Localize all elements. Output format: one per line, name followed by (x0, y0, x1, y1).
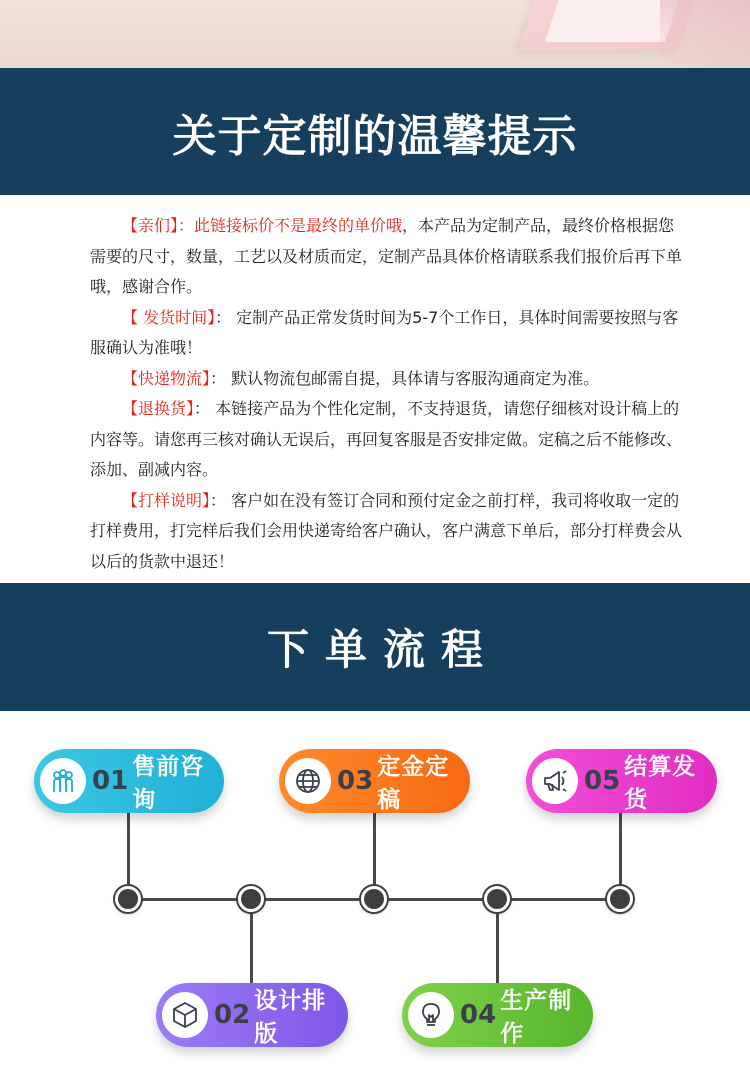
tip-label: 【快递物流】 (122, 368, 211, 388)
megaphone-icon (532, 758, 578, 804)
tip-label: 【 发货时间】 (122, 307, 216, 327)
tips-banner (0, 68, 750, 195)
tip-paragraph-dear (90, 211, 682, 303)
cube-icon (162, 992, 208, 1038)
product-photo-strip (0, 0, 750, 68)
step-label: 设计排版 (254, 988, 327, 1047)
tip-paragraph-returns (90, 394, 682, 486)
step-label: 生产制作 (500, 988, 573, 1047)
timeline-dot (115, 886, 141, 912)
step-01-presale-consult (34, 749, 224, 813)
lightbulb-icon (408, 992, 454, 1038)
step-02-design-layout (156, 983, 348, 1047)
step-05-settle-ship (526, 749, 717, 813)
tip-paragraph-sampling (90, 486, 682, 578)
order-process-timeline (0, 711, 750, 1069)
people-icon (40, 758, 86, 804)
step-label: 售前咨询 (132, 754, 205, 813)
tip-paragraph-logistics (90, 364, 682, 395)
step-03-deposit-finalize (279, 749, 470, 813)
step-number: 04 (460, 1000, 497, 1030)
tip-text: ： 本链接产品为个性化定制，不支持退货，请您仔细核对设计稿上的内容等。请您再三核对确认无误后，再回复客服是否安排定做。定稿之后不能修改、添加、副减内容。 (90, 399, 683, 479)
step-label: 结算发货 (624, 754, 697, 813)
timeline-dot (484, 886, 510, 912)
gift-box-shade (660, 0, 750, 68)
step-number: 02 (214, 1000, 251, 1030)
tips-banner-title: 关于定制的温馨提示 (172, 110, 578, 162)
tip-label-emphasis: 此链接标价不是最终的单价哦 (194, 216, 403, 235)
timeline-dot (238, 886, 264, 912)
process-banner (0, 583, 750, 711)
step-number: 05 (584, 766, 621, 796)
step-number: 01 (92, 766, 129, 796)
timeline-dot (607, 886, 633, 912)
tip-text: ，本产品为定制产品，最终价格根据您需要的尺寸，数量，工艺以及材质而定，定制产品具体价格请联系我们报价后再下单哦，感谢合作。 (90, 216, 683, 296)
tip-label: 【退换货】 (122, 399, 195, 418)
step-number: 03 (337, 766, 374, 796)
tip-label: 【亲们】： (122, 216, 195, 235)
tip-text: ： 客户如在没有签订合同和预付定金之前打样，我司将收取一定的打样费用，打完样后我们会用快递寄给客户确认，客户满意下单后，部分打样费会从以后的货款中退还！ (90, 490, 683, 571)
step-04-production (402, 983, 593, 1047)
process-banner-title: 下单流程 (266, 625, 499, 674)
tip-paragraph-shipping-time (90, 303, 682, 364)
timeline-dot (361, 886, 387, 912)
step-label: 定金定稿 (377, 754, 450, 813)
globe-icon (285, 758, 331, 804)
tip-text: ： 定制产品正常发货时间为5-7个工作日，具体时间需要按照与客服确认为准哦！ (90, 307, 679, 357)
tip-label: 【打样说明】 (122, 490, 211, 510)
tip-text: ： 默认物流包邮需自提，具体请与客服沟通商定为准。 (210, 368, 600, 388)
tips-section (90, 211, 682, 577)
